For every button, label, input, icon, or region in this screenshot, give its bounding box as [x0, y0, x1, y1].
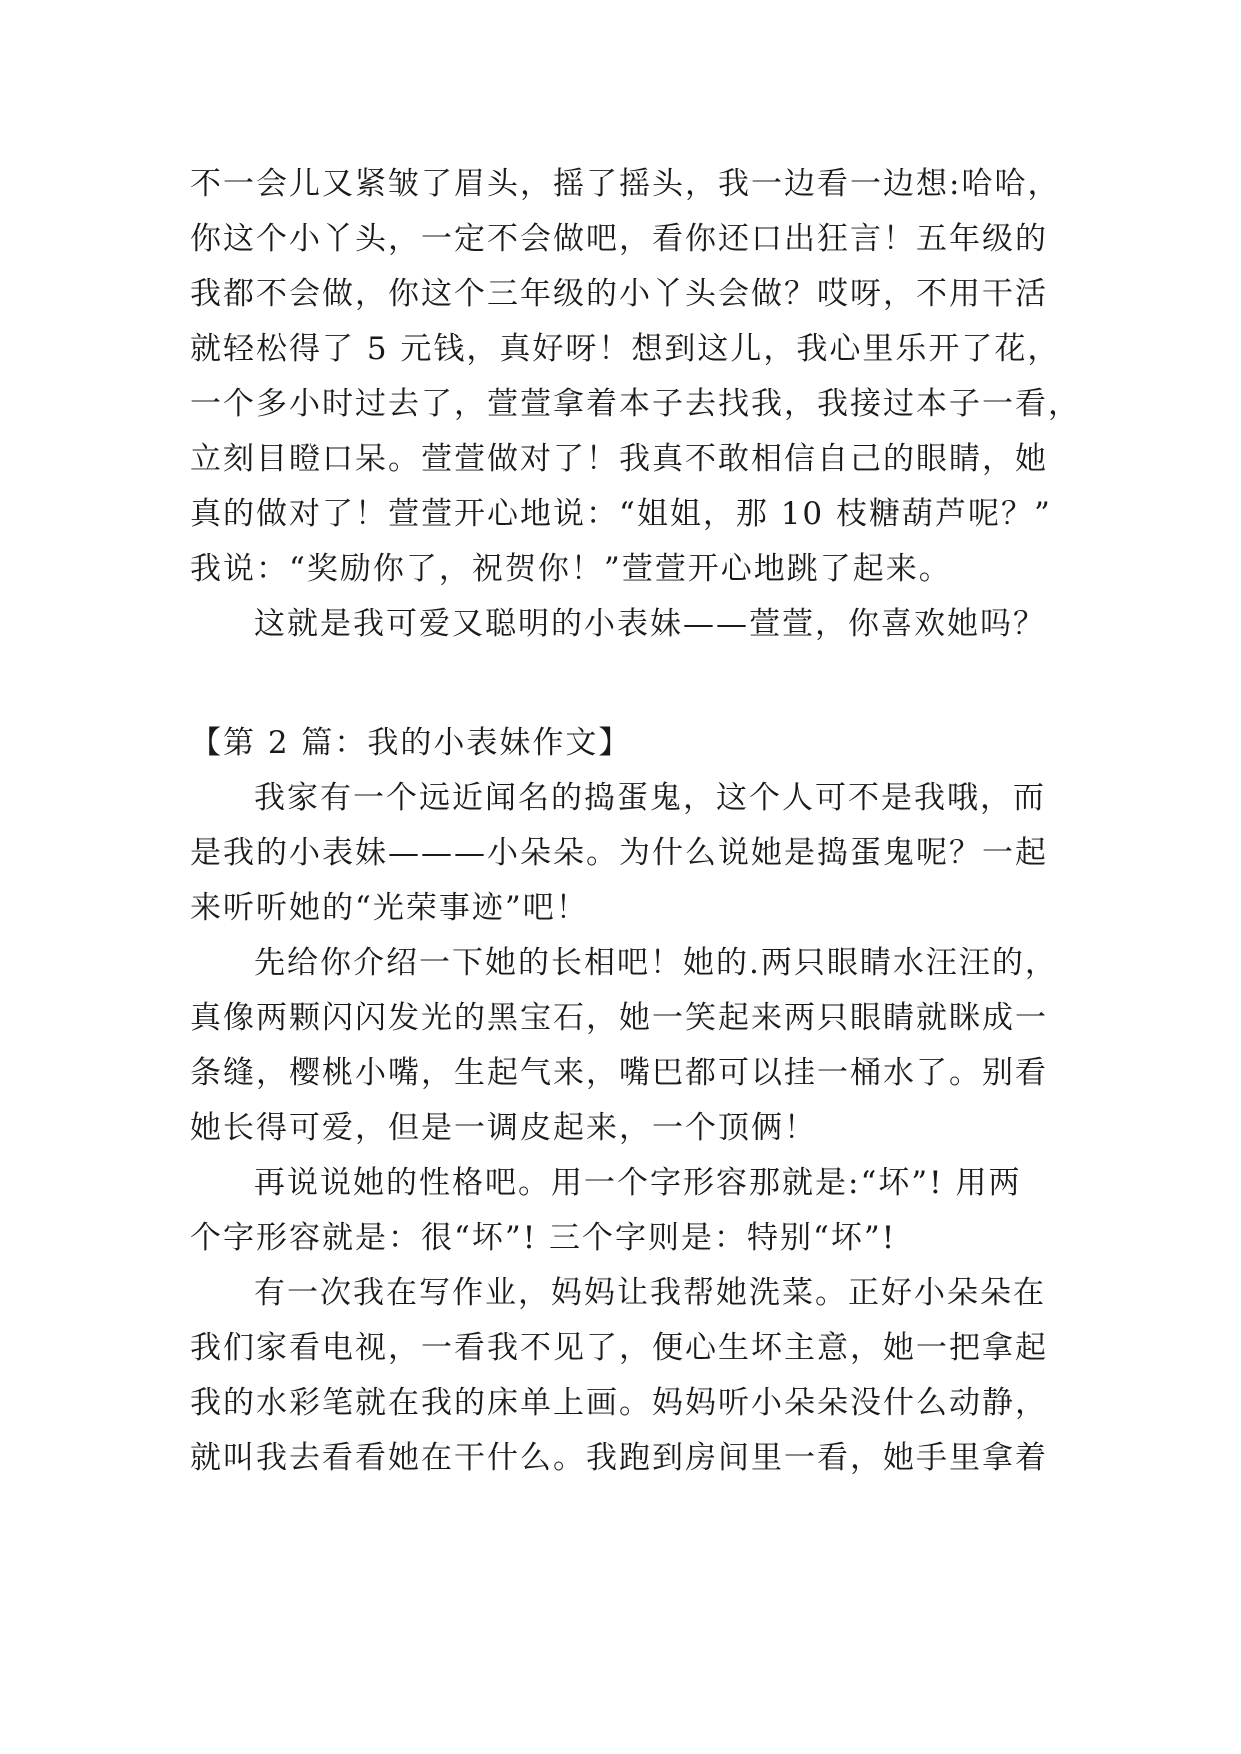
text-line: 我家有一个远近闻名的捣蛋鬼，这个人可不是我哦，而	[254, 780, 1046, 816]
text-line: 你这个小丫头，一定不会做吧，看你还口出狂言！五年级的	[190, 221, 1048, 257]
section-gap	[190, 652, 1070, 716]
text-line: 个字形容就是：很“坏”! 三个字则是：特别“坏”!	[190, 1220, 897, 1256]
text-line: 就叫我去看看她在干什么。我跑到房间里一看，她手里拿着	[190, 1440, 1048, 1476]
text-line: 先给你介绍一下她的长相吧！她的.两只眼睛水汪汪的，	[254, 945, 1058, 981]
document-body	[190, 157, 1081, 1486]
section-title: 【第 2 篇：我的小表妹作文】	[190, 725, 632, 761]
text-line: 是我的小表妹———小朵朵。为什么说她是捣蛋鬼呢？一起	[190, 835, 1048, 871]
text-line: 来听听她的“光荣事迹”吧！	[190, 890, 589, 926]
text-line: 有一次我在写作业，妈妈让我帮她洗菜。正好小朵朵在	[254, 1275, 1046, 1311]
text-line: 就轻松得了 5 元钱，真好呀！想到这儿，我心里乐开了花，	[190, 331, 1061, 367]
text-line: 我说：“奖励你了，祝贺你！”萱萱开心地跳了起来。	[190, 551, 952, 587]
text-line: 我的水彩笔就在我的床单上画。妈妈听小朵朵没什么动静，	[190, 1385, 1048, 1421]
text-line: 真的做对了！萱萱开心地说：“姐姐，那 10 枝糖葫芦呢？”	[190, 496, 1052, 532]
closing-line: 这就是我可爱又聪明的小表妹——萱萱，你喜欢她吗？	[254, 606, 1046, 642]
text-line: 立刻目瞪口呆。萱萱做对了！我真不敢相信自己的眼睛，她	[190, 441, 1048, 477]
text-line: 我们家看电视，一看我不见了，便心生坏主意，她一把拿起	[190, 1330, 1048, 1366]
text-line: 她长得可爱，但是一调皮起来，一个顶俩！	[190, 1110, 817, 1146]
text-line: 真像两颗闪闪发光的黑宝石，她一笑起来两只眼睛就眯成一	[190, 1000, 1048, 1036]
text-line: 再说说她的性格吧。用一个字形容那就是:“坏”! 用两	[254, 1165, 1022, 1201]
text-line: 条缝，樱桃小嘴，生起气来，嘴巴都可以挂一桶水了。别看	[190, 1055, 1048, 1091]
text-line: 一个多小时过去了，萱萱拿着本子去找我，我接过本子一看，	[190, 386, 1081, 422]
text-line: 我都不会做，你这个三年级的小丫头会做？哎呀，不用干活	[190, 276, 1048, 312]
text-line: 不一会儿又紧皱了眉头，摇了摇头，我一边看一边想:哈哈，	[190, 166, 1061, 202]
